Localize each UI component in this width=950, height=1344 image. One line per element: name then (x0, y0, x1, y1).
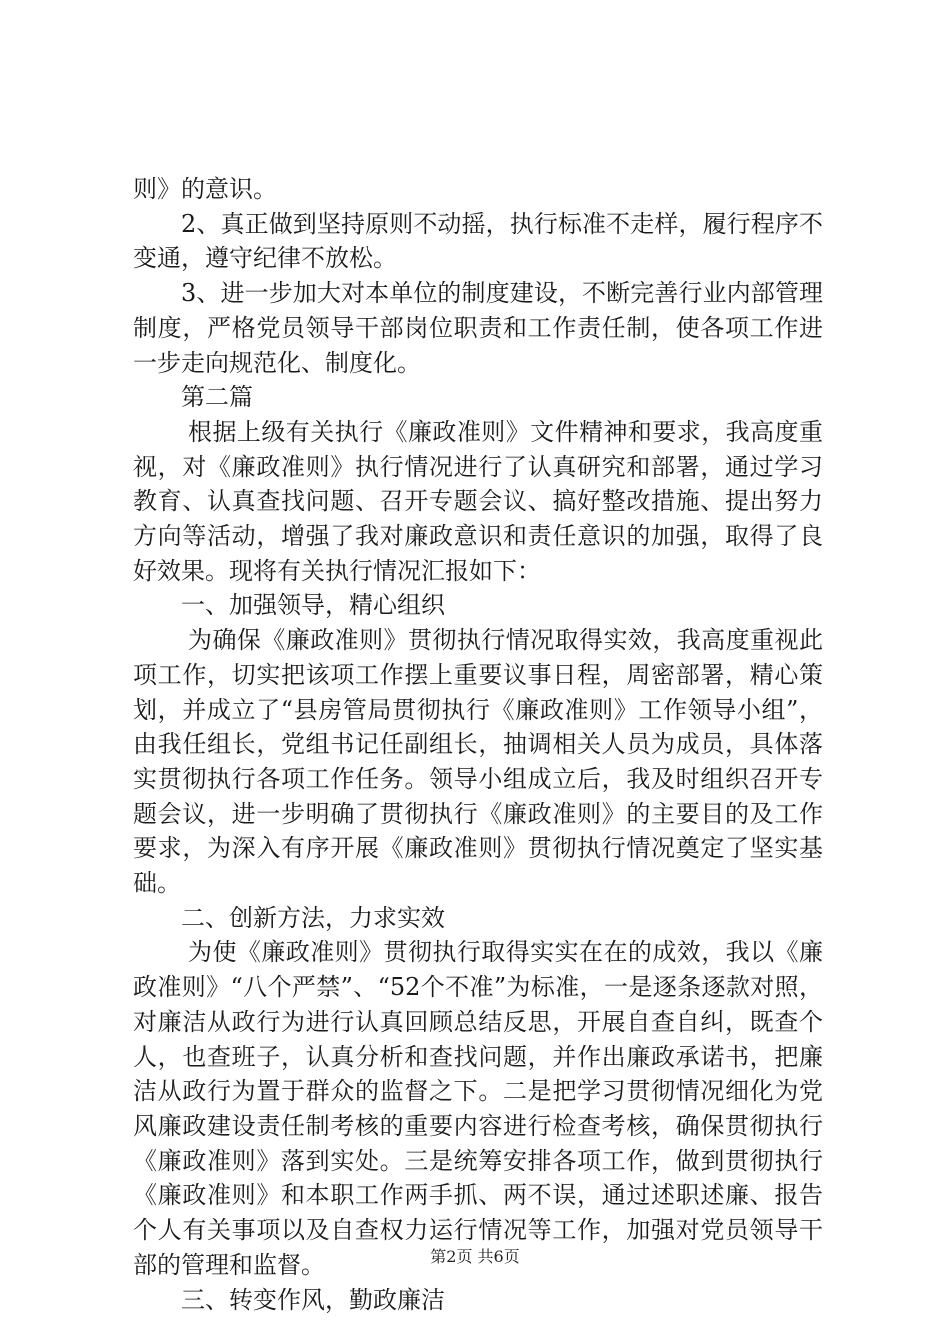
paragraph-continuation: 则》的意识。 (133, 175, 277, 203)
page-footer: 第2页 共6页 (430, 1247, 520, 1266)
heading-section-3: 三、转变作风，勤政廉洁 (181, 1285, 445, 1314)
paragraph-section-1: 为确保《廉政准则》贯彻执行情况取得实效，我高度重视此项工作，切实把该项工作摆上重要议事日程，周密部署，精心策划，并成立了“县房管局贯彻执行《廉政准则》工作领导小组”，由我任组长，党组书记任副组长，抽调相关人员为成员，具体落实贯彻执行各项工作任务。领导小组成立后，我及时组织召开专题会议，进一步明确了贯彻执行《廉政准则》的主要目的及工作要求，为深入有序开展《廉政准则》贯彻执行情况奠定了坚实基础。 (133, 626, 823, 898)
heading-section-1: 一、加强领导，精心组织 (181, 591, 445, 620)
heading-section-2: 二、创新方法，力求实效 (181, 903, 445, 932)
paragraph-section-2: 为使《廉政准则》贯彻执行取得实实在在的成效，我以《廉政准则》“八个严禁”、“52个不准”为标准，一是逐条逐款对照，对廉洁从政行为进行认真回顾总结反思，开展自查自纠，既查个人，也查班子，认真分析和查找问题，并作出廉政承诺书，把廉洁从政行为置于群众的监督之下。二是把学习贯彻情况细化为党风廉政建设责任制考核的重要内容进行检查考核，确保贯彻执行《廉政准则》落到实处。三是统筹安排各项工作，做到贯彻执行《廉政准则》和本职工作两手抓、两不误，通过述职述廉、报告个人有关事项以及自查权力运行情况等工作，加强对党员领导干部的管理和监督。 (133, 938, 823, 1279)
paragraph-item-2: 2、真正做到坚持原则不动摇，执行标准不走样，履行程序不变通，遵守纪律不放松。 (133, 209, 823, 273)
paragraph-intro: 根据上级有关执行《廉政准则》文件精神和要求，我高度重视，对《廉政准则》执行情况进行了认真研究和部署，通过学习教育、认真查找问题、召开专题会议、搞好整改措施、提出努力方向等活动，增强了我对廉政意识和责任意识的加强，取得了良好效果。现将有关执行情况汇报如下： (133, 417, 823, 585)
section-heading-part-two: 第二篇 (181, 383, 253, 412)
document-body (133, 172, 823, 1317)
paragraph-item-3: 3、进一步加大对本单位的制度建设，不断完善行业内部管理制度，严格党员领导干部岗位职责和工作责任制，使各项工作进一步走向规范化、制度化。 (133, 279, 823, 377)
